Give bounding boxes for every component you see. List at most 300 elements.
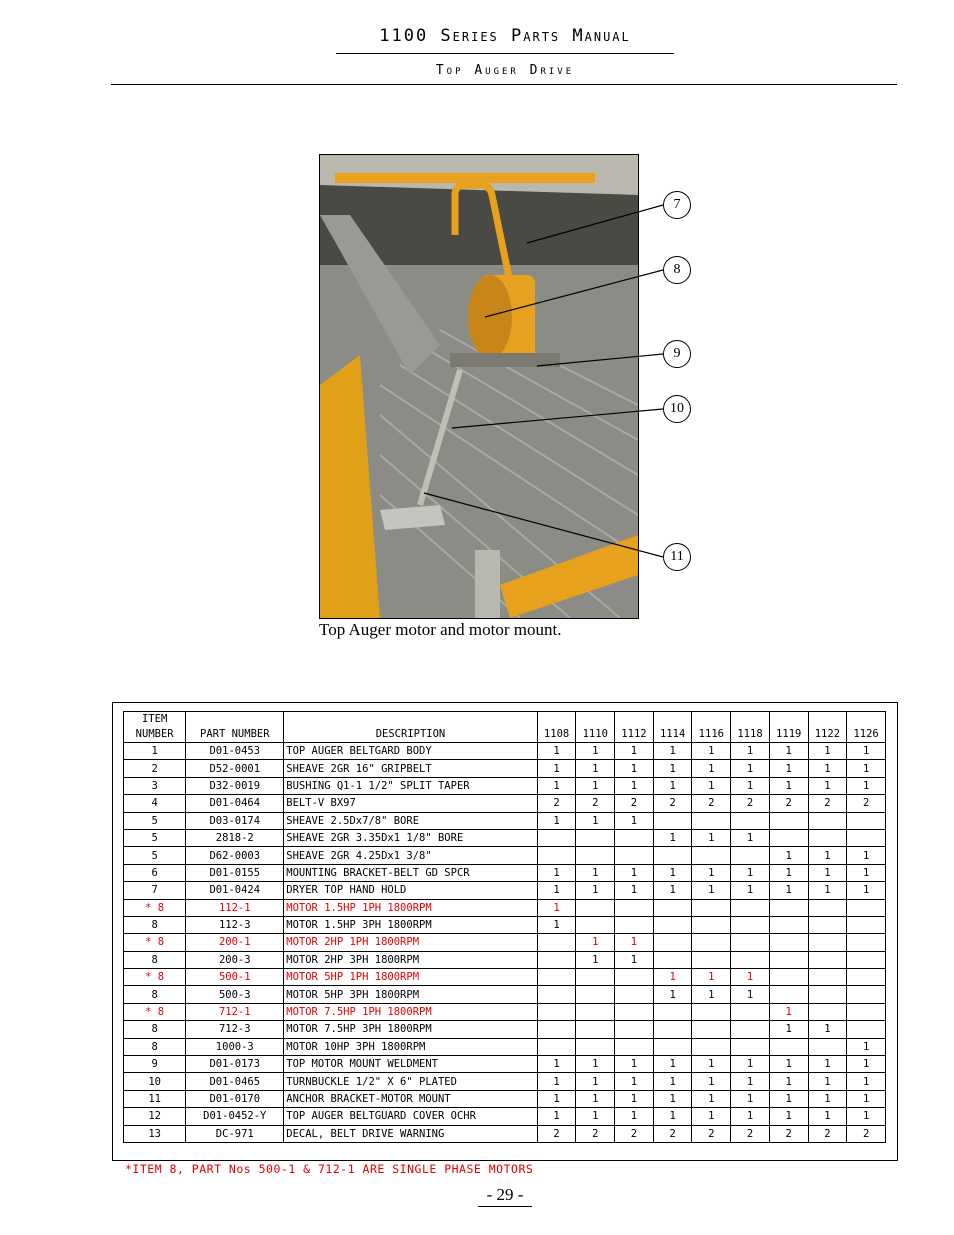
section-subtitle: Top Auger Drive <box>435 63 575 78</box>
item-number-cell: * 8 <box>124 899 186 916</box>
quantity-cell: 1 <box>847 1073 886 1090</box>
item-number-cell: * 8 <box>124 1003 186 1020</box>
quantity-cell: 1 <box>537 743 576 760</box>
part-number-cell: 200-3 <box>186 951 284 968</box>
quantity-cell: 1 <box>576 1090 615 1107</box>
item-number-cell: 1 <box>124 743 186 760</box>
quantity-cell: 1 <box>537 899 576 916</box>
description-cell: MOTOR 2HP 3PH 1800RPM <box>284 951 537 968</box>
quantity-cell: 1 <box>537 760 576 777</box>
callout-7: 7 <box>663 191 691 219</box>
quantity-cell <box>769 899 808 916</box>
quantity-cell <box>769 829 808 846</box>
quantity-cell <box>808 1038 847 1055</box>
quantity-cell <box>769 916 808 933</box>
quantity-cell: 1 <box>653 864 692 881</box>
part-number-cell: 2818-2 <box>186 829 284 846</box>
part-number-cell: D01-0173 <box>186 1056 284 1073</box>
quantity-cell <box>615 969 654 986</box>
quantity-cell: 1 <box>537 916 576 933</box>
quantity-cell: 1 <box>692 969 731 986</box>
quantity-cell: 1 <box>615 951 654 968</box>
quantity-cell <box>537 1038 576 1055</box>
quantity-cell: 1 <box>769 1003 808 1020</box>
quantity-cell <box>615 829 654 846</box>
item-number-cell: 9 <box>124 1056 186 1073</box>
quantity-cell <box>808 899 847 916</box>
item-number-cell: 4 <box>124 795 186 812</box>
quantity-cell: 1 <box>576 743 615 760</box>
header-model: 1114 <box>653 712 692 743</box>
quantity-cell <box>731 1003 770 1020</box>
quantity-cell <box>808 951 847 968</box>
quantity-cell: 1 <box>653 1090 692 1107</box>
quantity-cell: 1 <box>847 777 886 794</box>
table-row <box>124 1090 886 1107</box>
quantity-cell <box>808 934 847 951</box>
quantity-cell: 1 <box>615 864 654 881</box>
quantity-cell: 1 <box>615 743 654 760</box>
quantity-cell: 1 <box>769 847 808 864</box>
quantity-cell <box>731 1038 770 1055</box>
header-model: 1116 <box>692 712 731 743</box>
quantity-cell <box>576 1003 615 1020</box>
callout-11: 11 <box>663 543 691 571</box>
quantity-cell: 1 <box>653 1056 692 1073</box>
item-number-cell: 13 <box>124 1125 186 1142</box>
callout-9: 9 <box>663 340 691 368</box>
quantity-cell: 2 <box>692 1125 731 1142</box>
table-row <box>124 760 886 777</box>
quantity-cell <box>808 1003 847 1020</box>
item-number-cell: 3 <box>124 777 186 794</box>
quantity-cell <box>653 934 692 951</box>
table-row <box>124 777 886 794</box>
quantity-cell <box>847 812 886 829</box>
quantity-cell: 1 <box>615 1108 654 1125</box>
header-description: DESCRIPTION <box>284 712 537 743</box>
item-number-cell: 12 <box>124 1108 186 1125</box>
description-cell: TURNBUCKLE 1/2" X 6" PLATED <box>284 1073 537 1090</box>
quantity-cell: 1 <box>692 882 731 899</box>
table-row <box>124 1056 886 1073</box>
callout-10: 10 <box>663 395 691 423</box>
quantity-cell: 1 <box>615 1090 654 1107</box>
quantity-cell <box>769 812 808 829</box>
table-row <box>124 951 886 968</box>
quantity-cell: 1 <box>731 864 770 881</box>
description-cell: MOTOR 5HP 1PH 1800RPM <box>284 969 537 986</box>
quantity-cell: 1 <box>653 777 692 794</box>
quantity-cell <box>847 1021 886 1038</box>
quantity-cell <box>847 934 886 951</box>
table-row <box>124 1108 886 1125</box>
quantity-cell <box>615 1038 654 1055</box>
quantity-cell: 1 <box>653 969 692 986</box>
quantity-cell: 1 <box>769 882 808 899</box>
quantity-cell <box>731 1021 770 1038</box>
quantity-cell <box>847 1003 886 1020</box>
quantity-cell: 1 <box>731 1073 770 1090</box>
quantity-cell: 1 <box>576 777 615 794</box>
quantity-cell <box>653 1038 692 1055</box>
quantity-cell: 1 <box>731 969 770 986</box>
item-number-cell: 8 <box>124 916 186 933</box>
quantity-cell: 1 <box>537 882 576 899</box>
quantity-cell <box>576 847 615 864</box>
quantity-cell: 1 <box>615 777 654 794</box>
quantity-cell: 2 <box>769 1125 808 1142</box>
quantity-cell: 2 <box>615 1125 654 1142</box>
part-number-cell: D03-0174 <box>186 812 284 829</box>
quantity-cell: 1 <box>769 1108 808 1125</box>
quantity-cell: 1 <box>769 743 808 760</box>
header-model: 1108 <box>537 712 576 743</box>
quantity-cell: 1 <box>615 1073 654 1090</box>
quantity-cell: 1 <box>808 743 847 760</box>
part-number-cell: D01-0170 <box>186 1090 284 1107</box>
quantity-cell <box>653 951 692 968</box>
quantity-cell: 1 <box>576 1073 615 1090</box>
part-number-cell: 500-3 <box>186 986 284 1003</box>
item-number-cell: 5 <box>124 847 186 864</box>
quantity-cell: 1 <box>808 864 847 881</box>
item-number-cell: 7 <box>124 882 186 899</box>
quantity-cell: 1 <box>576 812 615 829</box>
table-row <box>124 882 886 899</box>
part-number-cell: 1000-3 <box>186 1038 284 1055</box>
quantity-cell: 1 <box>731 777 770 794</box>
quantity-cell <box>576 916 615 933</box>
description-cell: MOUNTING BRACKET-BELT GD SPCR <box>284 864 537 881</box>
table-row <box>124 1003 886 1020</box>
quantity-cell <box>576 1038 615 1055</box>
quantity-cell: 1 <box>692 1073 731 1090</box>
quantity-cell: 1 <box>731 760 770 777</box>
item-number-cell: * 8 <box>124 934 186 951</box>
quantity-cell <box>692 847 731 864</box>
quantity-cell: 1 <box>615 760 654 777</box>
description-cell: SHEAVE 2GR 3.35Dx1 1/8" BORE <box>284 829 537 846</box>
header-model: 1119 <box>769 712 808 743</box>
item-number-cell: 2 <box>124 760 186 777</box>
quantity-cell <box>653 1021 692 1038</box>
quantity-cell <box>615 847 654 864</box>
part-number-cell: 200-1 <box>186 934 284 951</box>
quantity-cell <box>615 899 654 916</box>
quantity-cell <box>653 847 692 864</box>
quantity-cell: 2 <box>808 795 847 812</box>
quantity-cell <box>808 829 847 846</box>
quantity-cell <box>731 847 770 864</box>
quantity-cell <box>576 1021 615 1038</box>
quantity-cell: 1 <box>692 777 731 794</box>
quantity-cell: 1 <box>692 743 731 760</box>
quantity-cell <box>847 969 886 986</box>
quantity-cell: 2 <box>769 795 808 812</box>
quantity-cell: 1 <box>615 812 654 829</box>
description-cell: SHEAVE 2.5Dx7/8" BORE <box>284 812 537 829</box>
quantity-cell <box>615 1021 654 1038</box>
item-number-cell: * 8 <box>124 969 186 986</box>
item-number-cell: 8 <box>124 951 186 968</box>
quantity-cell: 2 <box>653 795 692 812</box>
quantity-cell: 1 <box>808 1090 847 1107</box>
description-cell: MOTOR 10HP 3PH 1800RPM <box>284 1038 537 1055</box>
quantity-cell <box>537 829 576 846</box>
table-row <box>124 899 886 916</box>
table-row <box>124 916 886 933</box>
quantity-cell <box>537 951 576 968</box>
quantity-cell: 1 <box>847 1090 886 1107</box>
quantity-cell: 1 <box>653 829 692 846</box>
description-cell: SHEAVE 2GR 4.25Dx1 3/8" <box>284 847 537 864</box>
header-part-number: PART NUMBER <box>186 712 284 743</box>
table-row <box>124 812 886 829</box>
quantity-cell <box>537 934 576 951</box>
item-number-cell: 8 <box>124 1038 186 1055</box>
quantity-cell: 1 <box>847 1056 886 1073</box>
part-number-cell: D01-0424 <box>186 882 284 899</box>
quantity-cell <box>692 899 731 916</box>
quantity-cell: 1 <box>731 1056 770 1073</box>
quantity-cell: 1 <box>692 1056 731 1073</box>
quantity-cell: 1 <box>692 829 731 846</box>
description-cell: MOTOR 1.5HP 3PH 1800RPM <box>284 916 537 933</box>
item-number-cell: 8 <box>124 1021 186 1038</box>
quantity-cell: 1 <box>537 1073 576 1090</box>
quantity-cell: 1 <box>808 882 847 899</box>
description-cell: BUSHING Q1-1 1/2" SPLIT TAPER <box>284 777 537 794</box>
part-number-cell: D01-0452-Y <box>186 1108 284 1125</box>
quantity-cell <box>847 829 886 846</box>
quantity-cell: 1 <box>769 1021 808 1038</box>
quantity-cell: 1 <box>653 986 692 1003</box>
quantity-cell: 2 <box>808 1125 847 1142</box>
quantity-cell <box>769 969 808 986</box>
table-row <box>124 1073 886 1090</box>
part-number-cell: D32-0019 <box>186 777 284 794</box>
quantity-cell <box>731 899 770 916</box>
quantity-cell: 2 <box>537 1125 576 1142</box>
quantity-cell <box>769 986 808 1003</box>
quantity-cell: 1 <box>692 1090 731 1107</box>
quantity-cell <box>808 969 847 986</box>
part-number-cell: 712-3 <box>186 1021 284 1038</box>
part-number-cell: DC-971 <box>186 1125 284 1142</box>
quantity-cell <box>692 1003 731 1020</box>
item-number-cell: 8 <box>124 986 186 1003</box>
quantity-cell: 1 <box>847 1038 886 1055</box>
quantity-cell: 1 <box>808 847 847 864</box>
quantity-cell: 1 <box>769 1090 808 1107</box>
table-row <box>124 864 886 881</box>
table-row <box>124 986 886 1003</box>
table-row <box>124 1021 886 1038</box>
quantity-cell: 1 <box>537 1056 576 1073</box>
table-row <box>124 743 886 760</box>
header-item-number: ITEM NUMBER <box>124 712 186 743</box>
part-number-cell: D01-0453 <box>186 743 284 760</box>
quantity-cell: 1 <box>576 1056 615 1073</box>
quantity-cell: 1 <box>653 743 692 760</box>
description-cell: DECAL, BELT DRIVE WARNING <box>284 1125 537 1142</box>
part-number-cell: D01-0465 <box>186 1073 284 1090</box>
table-row <box>124 1125 886 1142</box>
quantity-cell <box>731 934 770 951</box>
quantity-cell: 1 <box>808 1073 847 1090</box>
quantity-cell <box>808 986 847 1003</box>
quantity-cell <box>692 951 731 968</box>
quantity-cell <box>653 899 692 916</box>
quantity-cell: 1 <box>692 986 731 1003</box>
item-number-cell: 5 <box>124 812 186 829</box>
description-cell: TOP AUGER BELTGUARD COVER OCHR <box>284 1108 537 1125</box>
callout-8: 8 <box>663 256 691 284</box>
header-model: 1112 <box>615 712 654 743</box>
quantity-cell <box>537 1021 576 1038</box>
quantity-cell: 2 <box>576 795 615 812</box>
quantity-cell: 1 <box>769 1073 808 1090</box>
quantity-cell: 1 <box>769 760 808 777</box>
quantity-cell <box>537 847 576 864</box>
figure-caption: Top Auger motor and motor mount. <box>319 620 562 639</box>
quantity-cell <box>769 1038 808 1055</box>
quantity-cell: 2 <box>537 795 576 812</box>
quantity-cell: 1 <box>692 864 731 881</box>
quantity-cell: 1 <box>847 760 886 777</box>
quantity-cell <box>808 812 847 829</box>
quantity-cell <box>847 916 886 933</box>
description-cell: MOTOR 5HP 3PH 1800RPM <box>284 986 537 1003</box>
quantity-cell: 1 <box>731 1090 770 1107</box>
part-number-cell: D62-0003 <box>186 847 284 864</box>
quantity-cell: 1 <box>537 812 576 829</box>
description-cell: TOP AUGER BELTGARD BODY <box>284 743 537 760</box>
table-row <box>124 1038 886 1055</box>
quantity-cell: 1 <box>731 829 770 846</box>
quantity-cell: 1 <box>808 1108 847 1125</box>
quantity-cell <box>576 899 615 916</box>
quantity-cell <box>692 934 731 951</box>
part-number-cell: D01-0464 <box>186 795 284 812</box>
quantity-cell <box>769 934 808 951</box>
quantity-cell <box>576 829 615 846</box>
header-model: 1122 <box>808 712 847 743</box>
quantity-cell <box>653 1003 692 1020</box>
quantity-cell <box>537 1003 576 1020</box>
quantity-cell: 1 <box>808 760 847 777</box>
description-cell: DRYER TOP HAND HOLD <box>284 882 537 899</box>
quantity-cell: 2 <box>615 795 654 812</box>
quantity-cell: 1 <box>731 743 770 760</box>
table-row <box>124 829 886 846</box>
quantity-cell <box>847 951 886 968</box>
quantity-cell: 1 <box>653 1073 692 1090</box>
quantity-cell: 1 <box>615 1056 654 1073</box>
header-model: 1118 <box>731 712 770 743</box>
item-number-cell: 11 <box>124 1090 186 1107</box>
quantity-cell <box>731 916 770 933</box>
parts-table <box>123 711 886 1143</box>
header-model: 1126 <box>847 712 886 743</box>
quantity-cell: 1 <box>653 882 692 899</box>
quantity-cell: 1 <box>576 1108 615 1125</box>
quantity-cell: 1 <box>731 986 770 1003</box>
quantity-cell: 1 <box>537 1108 576 1125</box>
table-row <box>124 795 886 812</box>
quantity-cell <box>769 951 808 968</box>
quantity-cell <box>537 969 576 986</box>
quantity-cell: 1 <box>808 1021 847 1038</box>
quantity-cell <box>847 899 886 916</box>
part-number-cell: D52-0001 <box>186 760 284 777</box>
quantity-cell <box>653 812 692 829</box>
part-number-cell: 112-3 <box>186 916 284 933</box>
quantity-cell: 1 <box>692 760 731 777</box>
quantity-cell: 2 <box>731 1125 770 1142</box>
quantity-cell: 1 <box>847 847 886 864</box>
quantity-cell <box>615 986 654 1003</box>
page-number: - 29 - <box>486 1185 524 1204</box>
quantity-cell <box>537 986 576 1003</box>
table-row <box>124 969 886 986</box>
quantity-cell <box>576 986 615 1003</box>
table-row <box>124 934 886 951</box>
page-title: 1100 Series Parts Manual <box>379 26 631 46</box>
quantity-cell: 1 <box>576 864 615 881</box>
description-cell: BELT-V BX97 <box>284 795 537 812</box>
item-number-cell: 6 <box>124 864 186 881</box>
quantity-cell <box>731 951 770 968</box>
quantity-cell <box>692 916 731 933</box>
quantity-cell: 1 <box>769 864 808 881</box>
quantity-cell: 1 <box>769 777 808 794</box>
quantity-cell: 1 <box>808 777 847 794</box>
header-model: 1110 <box>576 712 615 743</box>
quantity-cell: 1 <box>537 1090 576 1107</box>
single-phase-footnote: *ITEM 8, PART Nos 500-1 & 712-1 ARE SINGLE PHASE MOTORS <box>125 1162 534 1176</box>
quantity-cell <box>653 916 692 933</box>
quantity-cell: 1 <box>653 760 692 777</box>
quantity-cell: 2 <box>576 1125 615 1142</box>
quantity-cell: 1 <box>576 934 615 951</box>
part-number-cell: 712-1 <box>186 1003 284 1020</box>
quantity-cell <box>615 1003 654 1020</box>
quantity-cell <box>615 916 654 933</box>
quantity-cell: 1 <box>731 882 770 899</box>
page-number-underline <box>478 1206 532 1207</box>
description-cell: MOTOR 7.5HP 1PH 1800RPM <box>284 1003 537 1020</box>
quantity-cell <box>692 1038 731 1055</box>
quantity-cell: 1 <box>537 777 576 794</box>
quantity-cell: 1 <box>576 760 615 777</box>
quantity-cell: 1 <box>692 1108 731 1125</box>
table-header-row <box>124 712 886 743</box>
quantity-cell <box>576 969 615 986</box>
quantity-cell: 1 <box>731 1108 770 1125</box>
quantity-cell <box>692 812 731 829</box>
quantity-cell: 1 <box>576 951 615 968</box>
description-cell: TOP MOTOR MOUNT WELDMENT <box>284 1056 537 1073</box>
description-cell: ANCHOR BRACKET-MOTOR MOUNT <box>284 1090 537 1107</box>
description-cell: MOTOR 1.5HP 1PH 1800RPM <box>284 899 537 916</box>
quantity-cell: 2 <box>731 795 770 812</box>
part-number-cell: 112-1 <box>186 899 284 916</box>
quantity-cell: 1 <box>808 1056 847 1073</box>
quantity-cell <box>808 916 847 933</box>
quantity-cell: 2 <box>653 1125 692 1142</box>
